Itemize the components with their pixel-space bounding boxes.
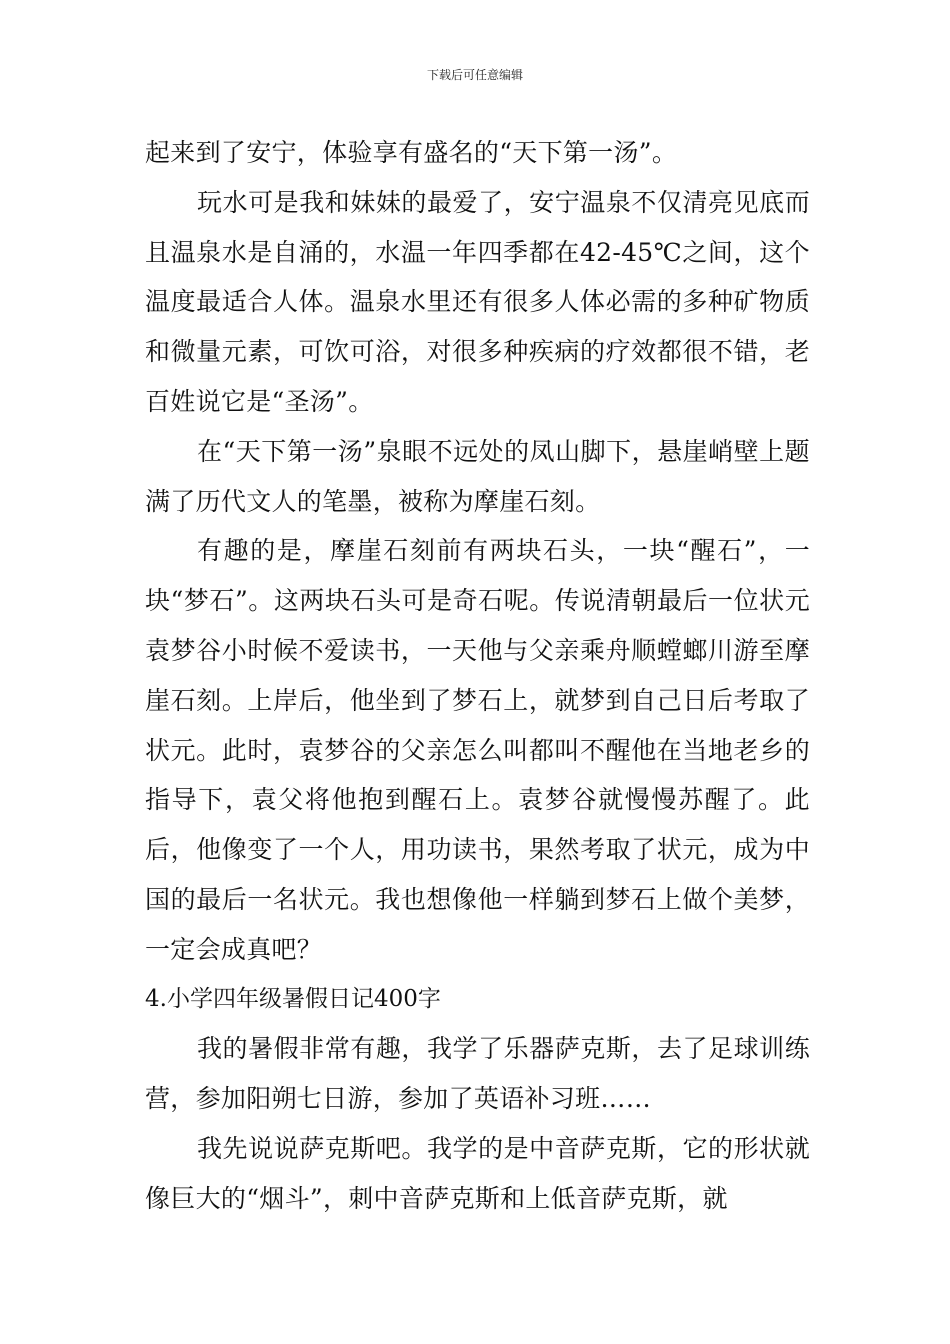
paragraph-saxophone: 我先说说萨克斯吧。我学的是中音萨克斯，它的形状就像巨大的“烟斗”，刺中音萨克斯和上低音萨克斯，就: [145, 1133, 810, 1213]
section-heading: 4.小学四年级暑假日记400字: [145, 985, 441, 1012]
document-body: [145, 128, 810, 1224]
paragraph-hot-spring-water: 玩水可是我和妹妹的最爱了，安宁温泉不仅清亮见底而且温泉水是自涌的，水温一年四季都在42-45℃之间，这个温度最适合人体。温泉水里还有很多人体必需的多种矿物质和微量元素，可饮可浴，对很多种疾病的疗效都很不错，老百姓说它是“圣汤”。: [145, 187, 810, 416]
page-header-note: 下载后可任意编辑: [426, 68, 523, 82]
paragraph-cliff-carvings: 在“天下第一汤”泉眼不远处的凤山脚下，悬崖峭壁上题满了历代文人的笔墨，被称为摩崖石刻。: [145, 436, 810, 516]
paragraph-summer-activities: 我的暑假非常有趣，我学了乐器萨克斯，去了足球训练营，参加阳朔七日游，参加了英语补习班……: [145, 1034, 810, 1114]
paragraph-continuation: 起来到了安宁，体验享有盛名的“天下第一汤”。: [145, 138, 678, 167]
paragraph-dream-stone: 有趣的是，摩崖石刻前有两块石头，一块“醒石”，一块“梦石”。这两块石头可是奇石呢。传说清朝最后一位状元袁梦谷小时候不爱读书，一天他与父亲乘舟顺螳螂川游至摩崖石刻。上岸后，他坐到了梦石上，就梦到自己日后考取了状元。此时，袁梦谷的父亲怎么叫都叫不醒他在当地老乡的指导下，袁父将他抱到醒石上。袁梦谷就慢慢苏醒了。此后，他像变了一个人，用功读书，果然考取了状元，成为中国的最后一名状元。我也想像他一样躺到梦石上做个美梦，一定会成真吧？: [145, 536, 810, 964]
